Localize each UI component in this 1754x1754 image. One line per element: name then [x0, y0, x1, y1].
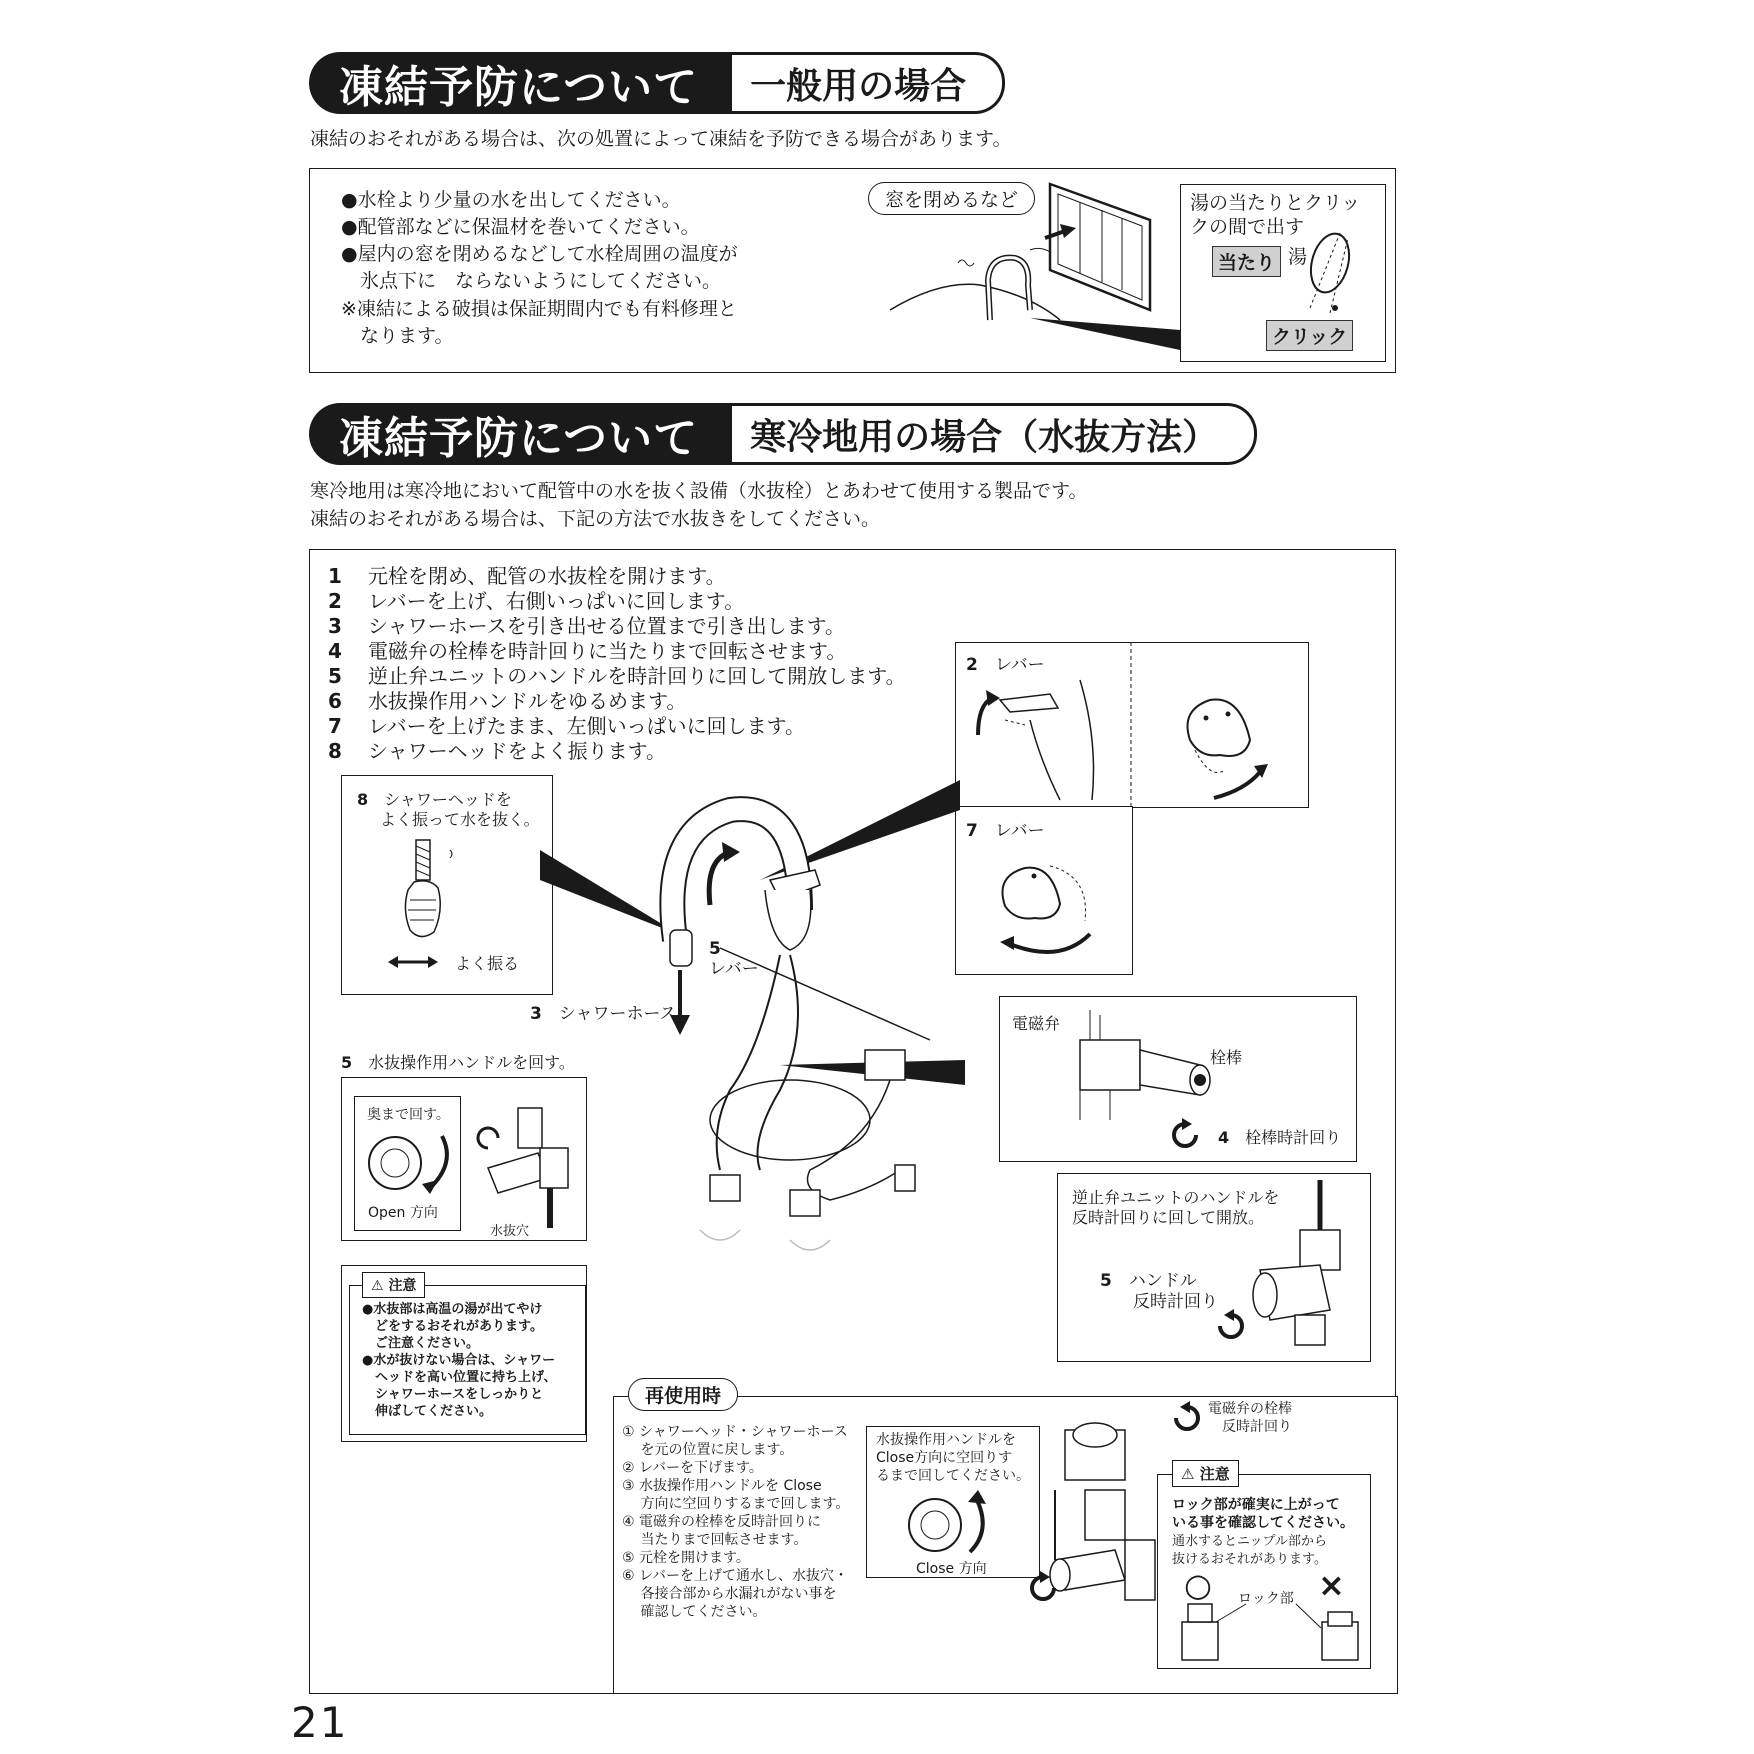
- rotate-ccw-icon-2: [1168, 1400, 1204, 1436]
- section2-title: 凍結予防について: [309, 403, 732, 465]
- lever5-num: 5: [709, 939, 721, 959]
- ng-mark: ×: [1318, 1566, 1345, 1604]
- caution2-bold-1: ロック部が確実に上がって: [1172, 1497, 1340, 1513]
- box5b-line1: 逆止弁ユニットのハンドルを: [1072, 1188, 1280, 1207]
- close-box-line-3: るまで回してください。: [876, 1468, 1030, 1484]
- tag-yu: 湯: [1288, 246, 1308, 268]
- close-box-line-1: 水抜操作用ハンドルを: [876, 1432, 1016, 1448]
- solenoid-ccw-1: 電磁弁の栓棒: [1208, 1401, 1292, 1417]
- warning-icon: ⚠: [371, 1278, 384, 1294]
- s1-bullet-6: なります。: [341, 325, 454, 347]
- caution1-outer: [341, 1265, 587, 1442]
- box5b-ccw-label: 反時計回り: [1133, 1292, 1218, 1312]
- check-valve-illustration: [1240, 1180, 1360, 1350]
- solenoid-valve-illustration: [1070, 1010, 1220, 1120]
- caution1-line-6: シャワーホースをしっかりと: [362, 1387, 544, 1402]
- step-4: 4 電磁弁の栓棒を時計回りに当たりまで回転させます。: [328, 639, 847, 663]
- reuse-line-9: ⑥ レバーを上げて通水し、水抜穴・: [622, 1568, 849, 1584]
- box8-line1: 8 シャワーヘッドを: [357, 790, 512, 809]
- box5a-inner-label: 奥まで回す。: [367, 1107, 450, 1123]
- box2-lever-top-illustration: [1170, 680, 1290, 800]
- s1-bullet-1: ●水栓より少量の水を出してください。: [341, 189, 681, 211]
- reuse-line-6: ④ 電磁弁の栓棒を反時計回りに: [622, 1514, 822, 1530]
- section2-lead-1: 寒冷地用は寒冷地において配管中の水を抜く設備（水抜栓）とあわせて使用する製品です。: [310, 480, 1088, 502]
- page-number: 21: [291, 1698, 349, 1747]
- box5a-hole-label: 水抜穴: [490, 1224, 530, 1239]
- caution1-line-7: 伸ばしてください。: [362, 1404, 493, 1419]
- lock-ok-ng-illustration: [1176, 1604, 1366, 1664]
- caution2-norm-2: 抜けるおそれがあります。: [1172, 1552, 1327, 1567]
- section1-subtitle: 一般用の場合: [732, 52, 1005, 114]
- box5a-open-label: Open 方向: [368, 1205, 438, 1221]
- lever-detail-text-1: 湯の当たりとクリッ: [1190, 192, 1361, 214]
- box4-rod-label: 栓棒: [1210, 1048, 1243, 1067]
- reuse-line-3: ② レバーを下げます。: [622, 1460, 763, 1476]
- lever-position-icon: [1300, 228, 1360, 318]
- box4-solenoid-label: 電磁弁: [1012, 1014, 1061, 1033]
- open-dial-icon: [360, 1128, 455, 1198]
- caution1-line-2: どをするおそれがあります。: [362, 1319, 543, 1334]
- reuse-line-4: ③ 水抜操作用ハンドルを Close: [622, 1478, 822, 1494]
- lever5-label: レバー: [709, 959, 759, 979]
- step-6: 6 水抜操作用ハンドルをゆるめます。: [328, 689, 687, 713]
- close-dial-icon: [900, 1490, 1000, 1560]
- warning-icon-2: ⚠: [1181, 1465, 1195, 1483]
- shower-hand-illustration: [390, 840, 460, 960]
- tag-click: クリック: [1266, 320, 1353, 351]
- callout-wedge-1: [1030, 300, 1190, 350]
- step-7: 7 レバーを上げたまま、左側いっぱいに回します。: [328, 714, 805, 738]
- drain-handle-illustration: [468, 1098, 578, 1228]
- reuse-tab: 再使用時: [628, 1378, 738, 1411]
- step-5: 5 逆止弁ユニットのハンドルを時計回りに回して開放します。: [328, 664, 906, 688]
- box4-caption: 4 栓棒時計回り: [1218, 1128, 1342, 1147]
- step-1: 1 元栓を閉め、配管の水抜栓を開けます。: [328, 564, 726, 588]
- solenoid-ccw-2: 反時計回り: [1222, 1419, 1292, 1435]
- box2-label: 2 レバー: [966, 655, 1045, 675]
- rotate-ccw-icon: [1212, 1308, 1248, 1344]
- box7-label: 7 レバー: [966, 821, 1045, 841]
- reuse-line-7: 当たりまで回転させます。: [622, 1532, 808, 1548]
- box8-shake-label: よく振る: [455, 954, 520, 973]
- step-2: 2 レバーを上げ、右側いっぱいに回します。: [328, 589, 745, 613]
- s1-bullet-4: 氷点下に ならないようにしてください。: [341, 270, 722, 292]
- section1-title: 凍結予防について: [309, 52, 732, 114]
- box8-line2: よく振って水を抜く。: [380, 810, 540, 829]
- tag-atari: 当たり: [1212, 246, 1281, 277]
- faucet-main-illustration: [640, 790, 960, 1260]
- caution2-norm-1: 通水するとニップル部から: [1172, 1534, 1327, 1549]
- box2-divider: [1130, 642, 1132, 806]
- s1-bullet-5: ※凍結による破損は保証期間内でも有料修理と: [341, 298, 737, 320]
- caution2-bold-2: いる事を確認してください。: [1172, 1515, 1354, 1531]
- close-direction-label: Close 方向: [916, 1561, 987, 1577]
- caution1-tab: ⚠ 注意: [362, 1272, 425, 1298]
- reuse-line-10: 各接合部から水漏れがない事を: [622, 1586, 837, 1602]
- hose3-label: 3 シャワーホース: [530, 1004, 677, 1024]
- s1-bullet-3: ●屋内の窓を閉めるなどして水栓周囲の温度が: [341, 243, 738, 265]
- s1-bullet-2: ●配管部などに保温材を巻いてください。: [341, 216, 700, 238]
- close-box-line-2: Close方向に空回りす: [876, 1450, 1013, 1466]
- caution1-line-4: ●水が抜けない場合は、シャワー: [362, 1353, 556, 1368]
- section1-lead: 凍結のおそれがある場合は、次の処置によって凍結を予防できる場合があります。: [310, 128, 1012, 150]
- rotate-cw-icon-2: [1026, 1570, 1062, 1606]
- caution1-line-3: ご注意ください。: [362, 1336, 480, 1351]
- box5a-title: 5 水抜操作用ハンドルを回す。: [341, 1053, 575, 1072]
- rotate-cw-icon: [1168, 1118, 1202, 1152]
- reuse-line-5: 方向に空回りするまで回します。: [622, 1496, 850, 1512]
- window-label: 窓を閉めるなど: [868, 182, 1035, 215]
- ok-mark: ○: [1184, 1566, 1212, 1604]
- lever-detail-text-2: クの間で出す: [1190, 216, 1305, 238]
- section2-header: [309, 403, 1257, 465]
- reuse-line-8: ⑤ 元栓を開けます。: [622, 1550, 750, 1566]
- section2-subtitle: 寒冷地用の場合（水抜方法）: [732, 403, 1257, 465]
- step-3: 3 シャワーホースを引き出せる位置まで引き出します。: [328, 614, 845, 638]
- caution1-line-5: ヘッドを高い位置に持ち上げ、: [362, 1370, 557, 1385]
- reuse-line-1: ① シャワーヘッド・シャワーホース: [622, 1424, 848, 1440]
- shake-arrow-icon: [388, 955, 438, 969]
- reuse-line-11: 確認してください。: [622, 1604, 767, 1620]
- lock-label: ロック部: [1238, 1591, 1294, 1607]
- section1-header: [309, 52, 1005, 114]
- step-8: 8 シャワーヘッドをよく振ります。: [328, 739, 666, 763]
- reuse-line-2: を元の位置に戻します。: [622, 1442, 794, 1458]
- caution1-line-1: ●水抜部は高温の湯が出てやけ: [362, 1302, 543, 1317]
- box5b-line2: 反時計回りに回して開放。: [1072, 1208, 1265, 1227]
- box5b-handle-label: 5 ハンドル: [1100, 1271, 1197, 1291]
- section2-lead-2: 凍結のおそれがある場合は、下記の方法で水抜きをしてください。: [310, 508, 881, 530]
- caution2-tab: ⚠ 注意: [1172, 1460, 1239, 1487]
